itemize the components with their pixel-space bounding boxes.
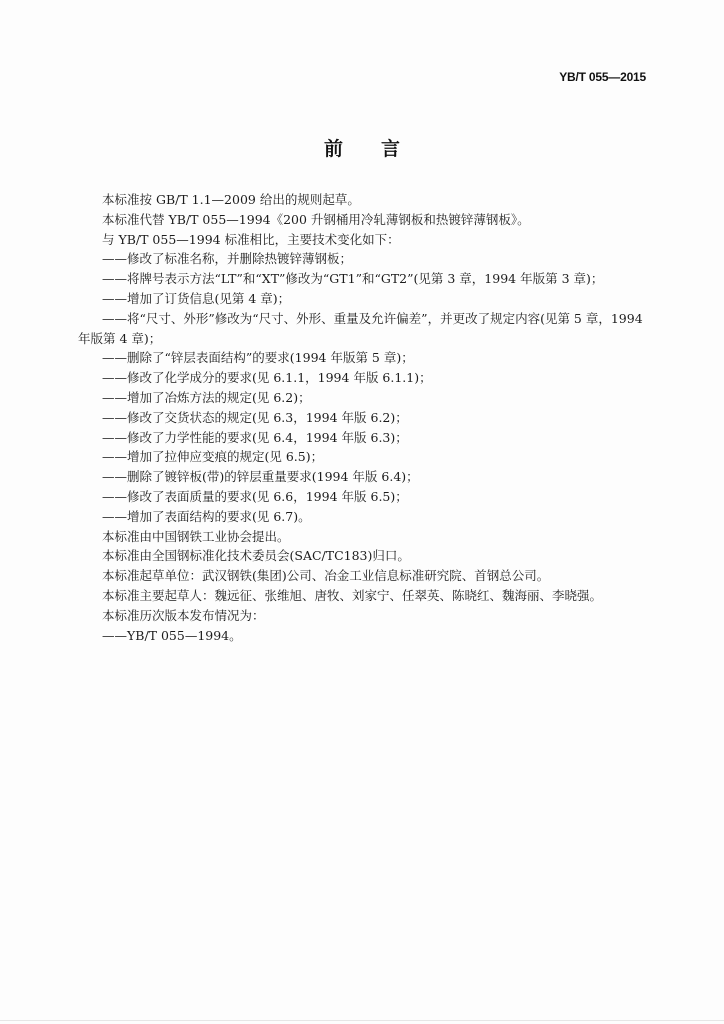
history-item: ——YB/T 055—1994。: [102, 627, 242, 643]
change-item: ——修改了标准名称，并删除热镀锌薄钢板；: [102, 251, 353, 267]
change-item: ——增加了冶炼方法的规定(见 6.2)；: [102, 389, 311, 405]
document-code: YB/T 055—2015: [559, 70, 646, 84]
paragraph-history-intro: 本标准历次版本发布情况为：: [102, 607, 265, 623]
change-item: ——将牌号表示方法“LT”和“XT”修改为“GT1”和“GT2”(见第 3 章，1994 年版第 3 章)；: [102, 271, 604, 287]
foreword-body: [78, 190, 658, 645]
page-bottom-edge: [0, 1020, 724, 1021]
change-item: ——增加了拉伸应变痕的规定(见 6.5)；: [102, 449, 324, 465]
paragraph-replaces: 本标准代替 YB/T 055—1994《200 升钢桶用冷轧薄钢板和热镀锌薄钢板》。: [102, 211, 530, 227]
change-item: ——删除了“锌层表面结构”的要求(1994 年版第 5 章)；: [102, 350, 414, 366]
paragraph-committee: 本标准由全国钢标准化技术委员会(SAC/TC183)归口。: [102, 548, 410, 564]
paragraph-drafting-rules: 本标准按 GB/T 1.1—2009 给出的规则起草。: [102, 192, 360, 207]
paragraph-drafters: 本标准主要起草人：魏远征、张维旭、唐牧、刘家宁、任翠英、陈晓红、魏海丽、李晓强。: [102, 587, 603, 603]
change-item: ——增加了订货信息(见第 4 章)；: [102, 290, 291, 306]
change-item: ——修改了化学成分的要求(见 6.1.1，1994 年版 6.1.1)；: [102, 370, 432, 386]
page-title: 前言: [323, 138, 438, 160]
change-item: ——删除了镀锌板(带)的锌层重量要求(1994 年版 6.4)；: [102, 469, 419, 485]
change-item: ——增加了表面结构的要求(见 6.7)。: [102, 508, 311, 524]
change-item: ——修改了力学性能的要求(见 6.4，1994 年版 6.3)；: [102, 429, 408, 445]
change-item: ——修改了表面质量的要求(见 6.6，1994 年版 6.5)；: [102, 488, 408, 504]
paragraph-proposer: 本标准由中国钢铁工业协会提出。: [102, 528, 290, 544]
paragraph-drafting-units: 本标准起草单位：武汉钢铁(集团)公司、冶金工业信息标准研究院、首钢总公司。: [102, 568, 550, 584]
change-item: ——修改了交货状态的规定(见 6.3，1994 年版 6.2)；: [102, 409, 408, 425]
change-item: ——将“尺寸、外形”修改为“尺寸、外形、重量及允许偏差”，并更改了规定内容(见第 5 章，1994 年版第 4 章)；: [78, 310, 643, 346]
paragraph-changes-intro: 与 YB/T 055—1994 标准相比，主要技术变化如下：: [102, 231, 400, 247]
